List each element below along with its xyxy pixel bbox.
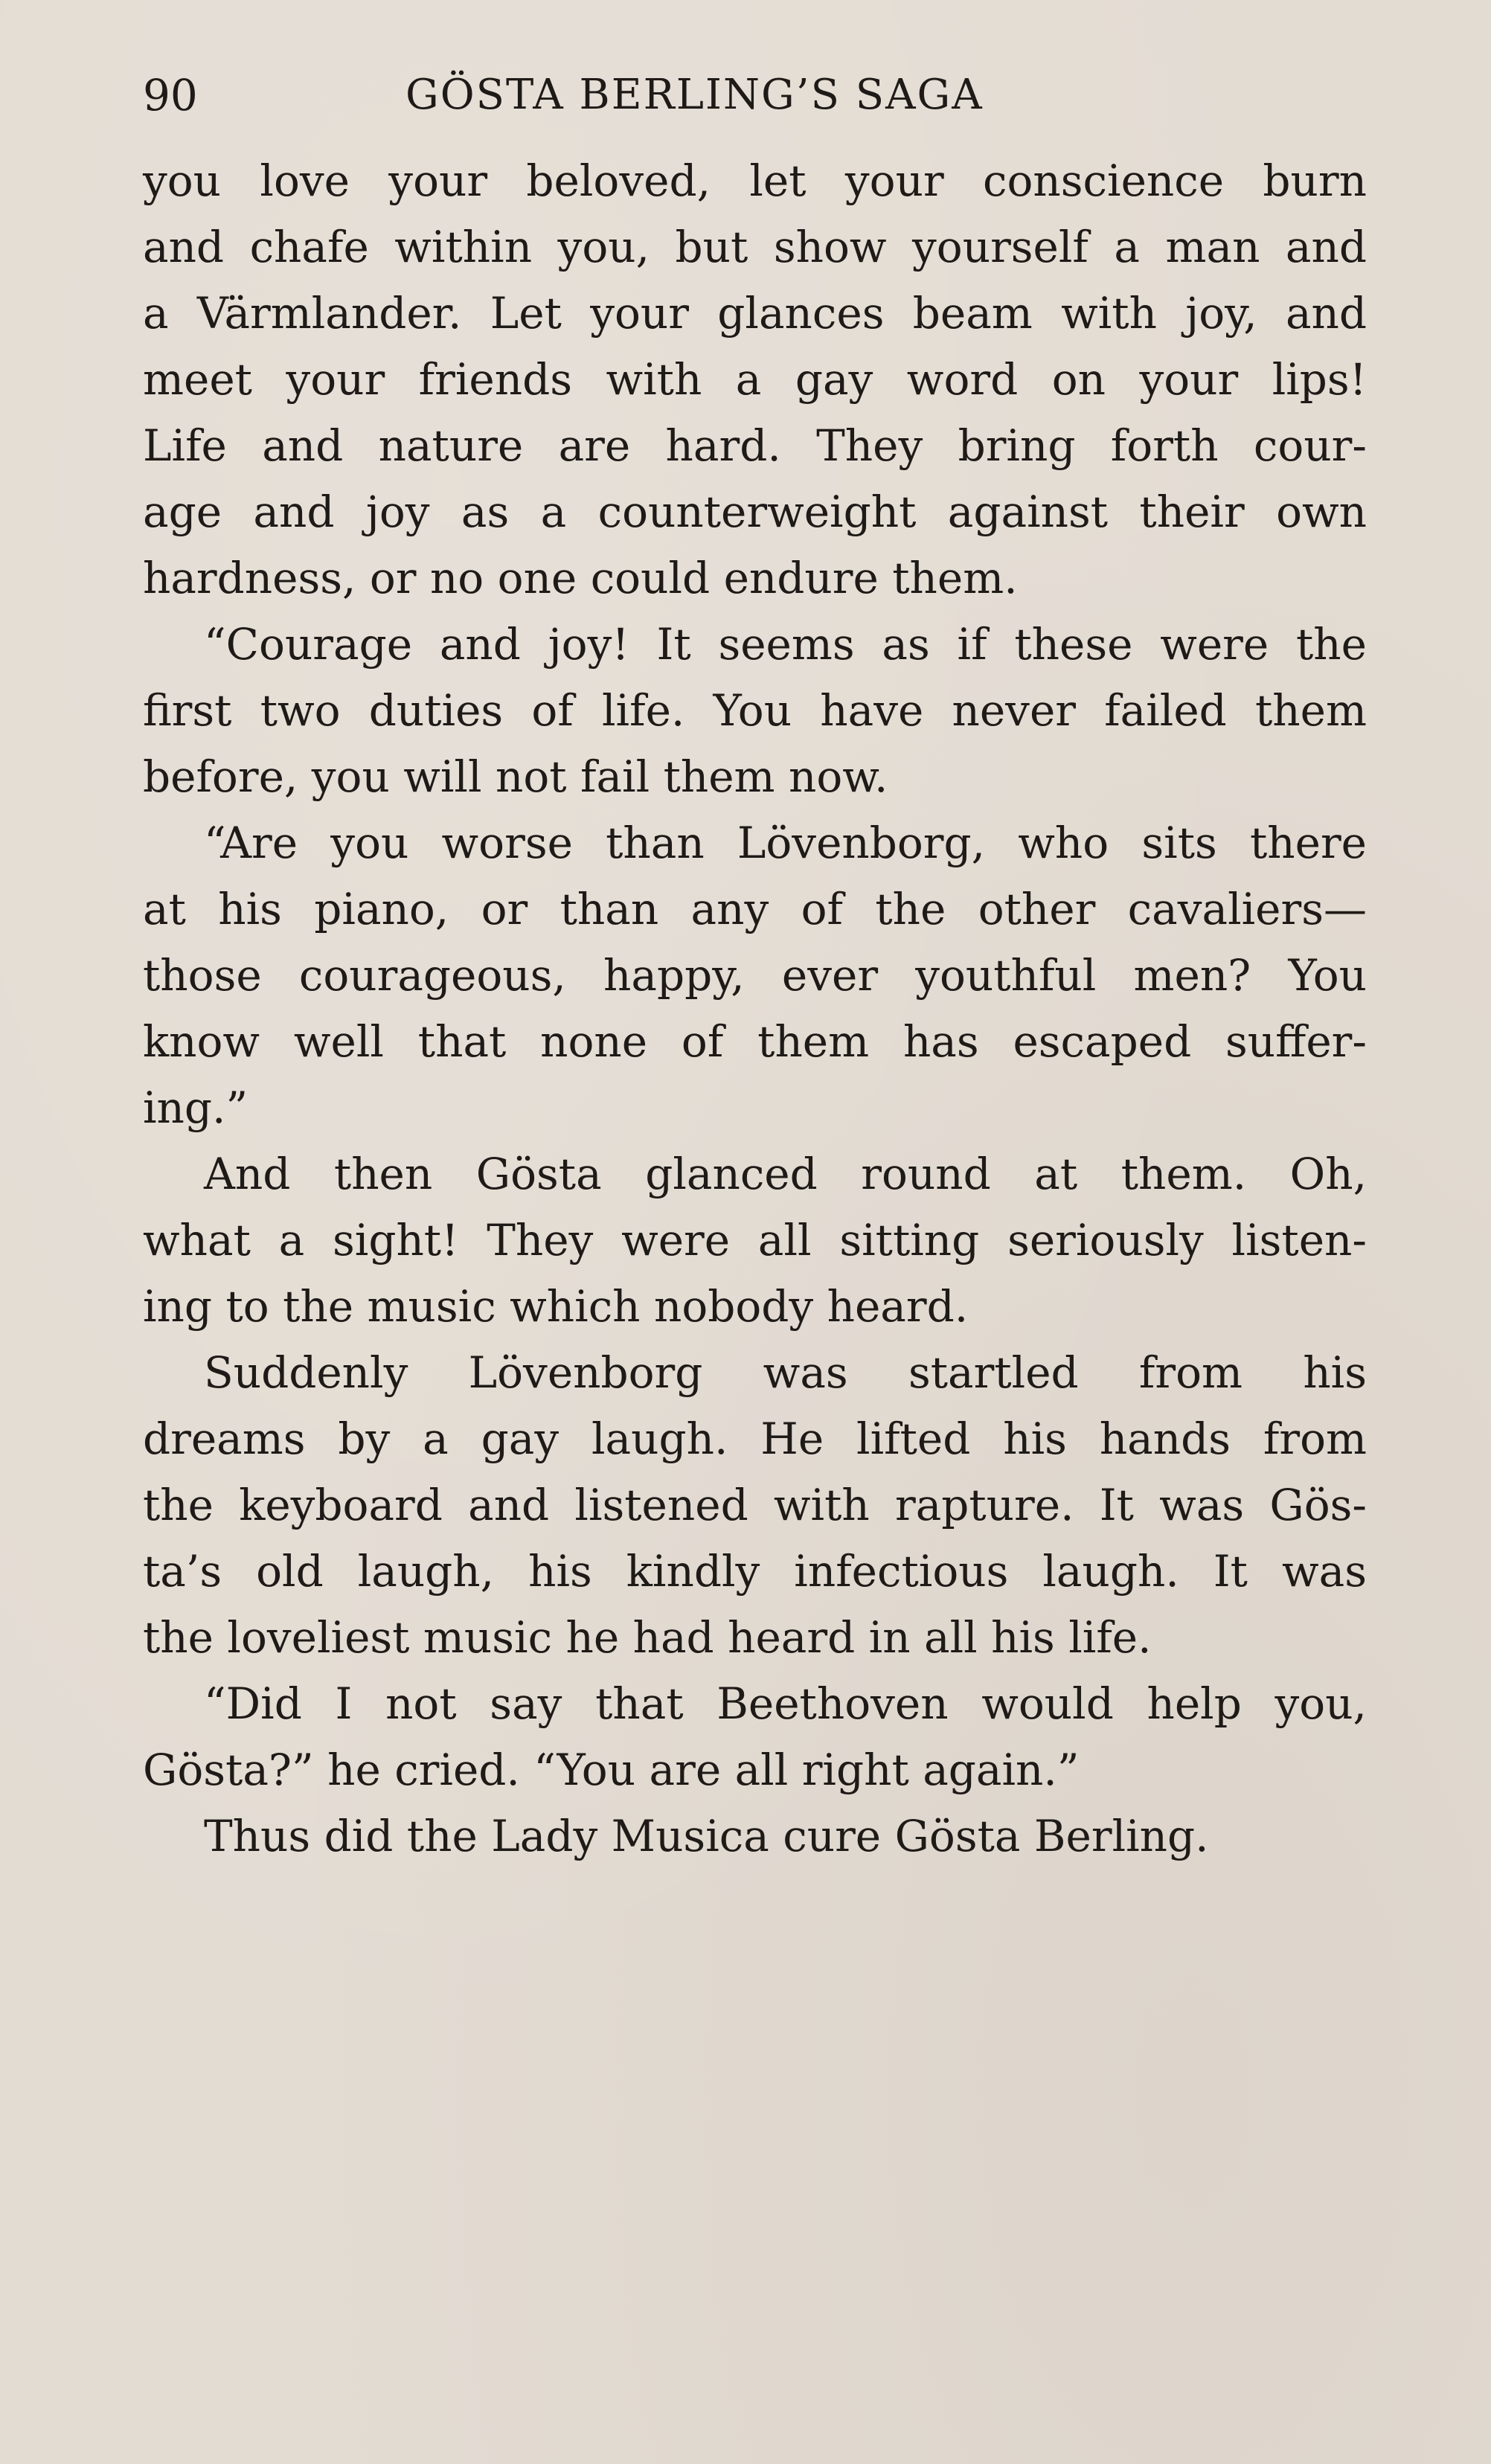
text-line: at his piano, or than any of the other cavaliers— [143, 884, 1367, 934]
text-line: meet your friends with a gay word on your lips! [143, 354, 1367, 405]
text-line: dreams by a gay laugh. He lifted his hands from [143, 1414, 1367, 1464]
body-text [143, 148, 1367, 1870]
text-line: first two duties of life. You have never failed them [143, 685, 1367, 736]
text-line: the keyboard and listened with rapture. It was Gös- [143, 1480, 1367, 1530]
text-line: those courageous, happy, ever youthful men? You [143, 950, 1367, 1001]
text-line: Gösta?” he cried. “You are all right again.” [143, 1745, 1080, 1795]
text-line: hardness, or no one could endure them. [143, 553, 1018, 603]
text-line: age and joy as a counterweight against their own [143, 487, 1367, 537]
text-line: Life and nature are hard. They bring forth cour- [143, 420, 1367, 471]
text-line: “Are you worse than Lövenborg, who sits there [204, 818, 1367, 868]
text-line: ing to the music which nobody heard. [143, 1281, 969, 1332]
text-line: And then Gösta glanced round at them. Oh, [204, 1149, 1367, 1199]
text-line: Suddenly Lövenborg was startled from his [204, 1347, 1367, 1398]
text-line: what a sight! They were all sitting seriously listen- [143, 1215, 1367, 1265]
text-line: “Courage and joy! It seems as if these were the [204, 619, 1367, 670]
page-header [143, 65, 1367, 125]
text-line: a Värmlander. Let your glances beam with joy, and [143, 288, 1367, 339]
text-line: you love your beloved, let your conscience burn [143, 155, 1367, 206]
text-line: “Did I not say that Beethoven would help you, [204, 1678, 1367, 1729]
running-title: GÖSTA BERLING’S SAGA [405, 71, 984, 119]
text-line: Thus did the Lady Musica cure Gösta Berling. [204, 1811, 1209, 1861]
text-line: ing.” [143, 1082, 248, 1133]
text-line: ta’s old laugh, his kindly infectious laugh. It was [143, 1546, 1367, 1597]
page-number: 90 [143, 70, 198, 121]
text-line: know well that none of them has escaped suffer- [143, 1016, 1367, 1067]
text-line: before, you will not fail them now. [143, 751, 888, 802]
text-line: the loveliest music he had heard in all his life. [143, 1612, 1152, 1663]
text-line: and chafe within you, but show yourself a man and [143, 222, 1367, 272]
